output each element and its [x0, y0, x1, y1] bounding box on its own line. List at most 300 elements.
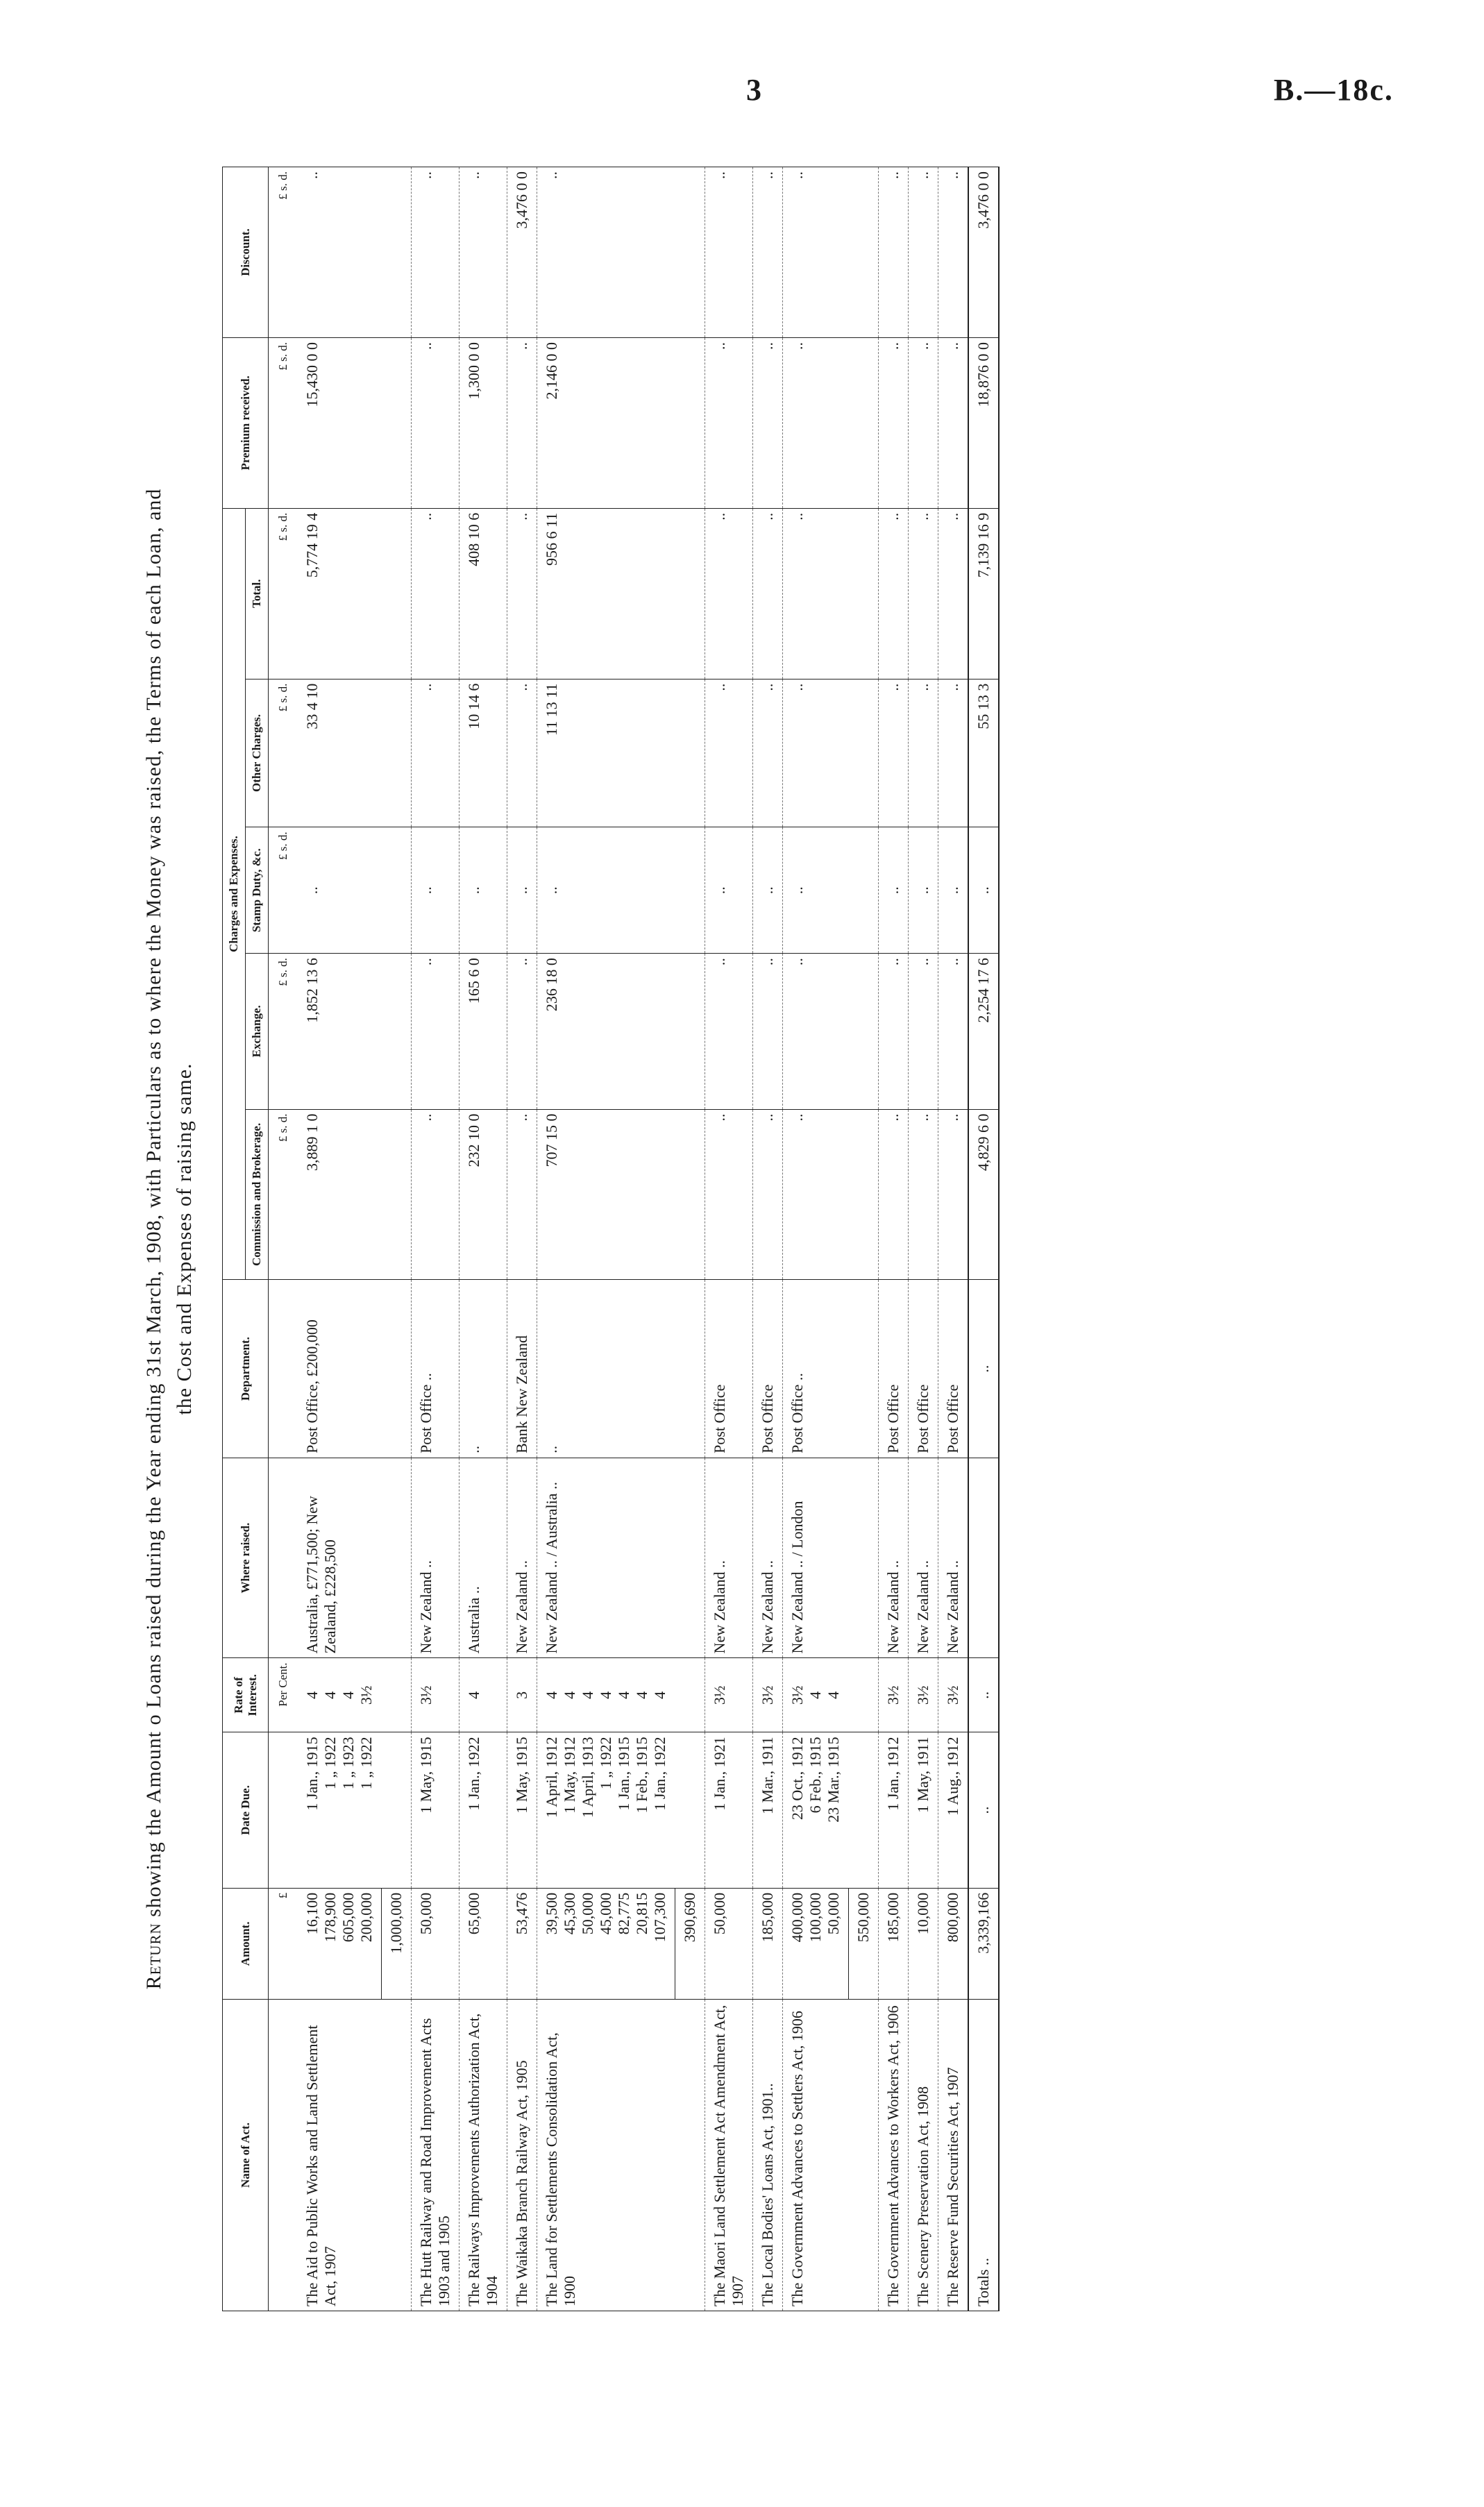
- stamp-duty-cell: ..: [705, 827, 753, 954]
- commission-cell: ..: [412, 1109, 459, 1280]
- empty-cell: [849, 1658, 879, 1732]
- rate-cell-entry: 3½: [789, 1685, 806, 1705]
- act-name: The Aid to Public Works and Land Settlement Act, 1907: [298, 2000, 382, 2311]
- amount-cell: [298, 1888, 382, 1999]
- amount-cell-entry: 107,300: [651, 1892, 668, 1943]
- amount-cell-entry: 185,000: [884, 1892, 902, 1943]
- act-name: The Railways Improvements Authorization Act, 1904: [459, 2000, 507, 2311]
- discount-cell: ..: [753, 167, 783, 338]
- stamp-duty-cell: ..: [783, 827, 849, 954]
- col-rate: Rate of Interest.: [223, 1658, 269, 1732]
- department-cell: Post Office: [879, 1280, 909, 1458]
- empty-cell: [849, 2000, 879, 2311]
- stamp-duty-cell: ..: [753, 827, 783, 954]
- exchange-cell: ..: [705, 954, 753, 1109]
- date-due-cell-entry: 1 Jan., 1915: [303, 1737, 321, 1811]
- discount-cell: 3,476 0 0: [507, 167, 537, 338]
- department-cell: ..: [537, 1280, 675, 1458]
- rate-cell-entry: 4: [825, 1691, 842, 1699]
- rate-cell-entry: 4: [651, 1691, 668, 1699]
- title-line-1: showing the Amount o Loans raised during the Year ending 31st March, 1908, with Particulars as to where the Money was raised, the Terms of each Loan, and: [142, 488, 165, 1917]
- date-due-cell-entry: 1 Aug., 1912: [944, 1737, 961, 1816]
- rate-cell: [783, 1658, 849, 1732]
- table-body: [298, 167, 999, 2311]
- empty-cell: [675, 337, 705, 508]
- rate-cell: [298, 1658, 382, 1732]
- rate-cell-entry: 4: [597, 1691, 614, 1699]
- amount-cell-entry: 50,000: [711, 1892, 728, 1935]
- empty-cell: [675, 508, 705, 679]
- unit-lsd: £ s. d.: [269, 1109, 298, 1280]
- empty-cell: [849, 1280, 879, 1458]
- total-cell: ..: [909, 508, 938, 679]
- act-name: The Government Advances to Settlers Act, 1906: [783, 2000, 849, 2311]
- unit-lsd: £ s. d.: [269, 508, 298, 679]
- where-raised-cell: New Zealand ..: [507, 1458, 537, 1658]
- total-cell: ..: [507, 508, 537, 679]
- department-cell: Post Office: [753, 1280, 783, 1458]
- col-commission: Commission and Brokerage.: [246, 1109, 269, 1280]
- premium-cell: ..: [909, 337, 938, 508]
- empty-cell: [849, 167, 879, 338]
- col-name: Name of Act.: [223, 2000, 269, 2311]
- empty-cell: [675, 1732, 705, 1888]
- rate-cell-entry: 3½: [759, 1685, 776, 1705]
- discount-cell: ..: [412, 167, 459, 338]
- stamp-duty-cell: ..: [537, 827, 675, 954]
- col-charges-group: Charges and Expenses.: [223, 508, 246, 1280]
- commission-cell: ..: [705, 1109, 753, 1280]
- stamp-duty-cell: ..: [459, 827, 507, 954]
- empty-cell: [675, 1280, 705, 1458]
- totals-amount: 3,339,166: [968, 1888, 999, 1999]
- col-premium: Premium received.: [223, 337, 269, 508]
- totals-other: 55 13 3: [968, 679, 999, 827]
- empty-cell: [675, 167, 705, 338]
- total-cell: ..: [412, 508, 459, 679]
- exchange-cell: 1,852 13 6: [298, 954, 382, 1109]
- empty-cell: [382, 1280, 412, 1458]
- act-name: The Maori Land Settlement Act Amendment Act, 1907: [705, 2000, 753, 2311]
- where-raised-cell: New Zealand ..: [879, 1458, 909, 1658]
- empty-cell: [675, 827, 705, 954]
- date-due-cell: [507, 1732, 537, 1888]
- date-due-cell-entry: 1 May, 1912: [561, 1737, 578, 1814]
- rotated-table-region: [139, 167, 1360, 2311]
- rate-cell-entry: 4: [339, 1691, 357, 1699]
- date-due-cell: [879, 1732, 909, 1888]
- department-cell: Post Office ..: [783, 1280, 849, 1458]
- totals-commission: 4,829 6 0: [968, 1109, 999, 1280]
- commission-cell: ..: [938, 1109, 969, 1280]
- empty-cell: [382, 508, 412, 679]
- where-raised-cell: New Zealand ..: [753, 1458, 783, 1658]
- amount-cell-entry: 100,000: [807, 1892, 824, 1943]
- premium-cell: ..: [783, 337, 849, 508]
- date-due-cell-entry: 1 „ 1922: [321, 1737, 339, 1790]
- date-due-cell-entry: 1 Jan., 1922: [465, 1737, 482, 1811]
- unit-lsd: £ s. d.: [269, 167, 298, 338]
- department-cell: Post Office ..: [412, 1280, 459, 1458]
- empty-cell: [675, 679, 705, 827]
- date-due-cell-entry: 1 „ 1923: [339, 1737, 357, 1790]
- rate-cell: [879, 1658, 909, 1732]
- empty-cell: [675, 954, 705, 1109]
- where-raised-cell: Australia ..: [459, 1458, 507, 1658]
- other-charges-cell: ..: [753, 679, 783, 827]
- table-row: [412, 167, 459, 2311]
- act-name: The Land for Settlements Consolidation Act, 1900: [537, 2000, 675, 2311]
- department-cell: ..: [459, 1280, 507, 1458]
- discount-cell: ..: [298, 167, 382, 338]
- rate-cell-entry: 3½: [711, 1685, 728, 1705]
- empty-cell: [382, 1109, 412, 1280]
- amount-cell-entry: 39,500: [543, 1892, 560, 1935]
- amount-cell: [938, 1888, 969, 1999]
- amount-cell-entry: 800,000: [944, 1892, 961, 1943]
- unit-pound: £: [269, 1888, 298, 1999]
- date-due-cell-entry: 1 Jan., 1922: [651, 1737, 668, 1811]
- totals-total: 7,139 16 9: [968, 508, 999, 679]
- premium-cell: ..: [507, 337, 537, 508]
- rate-cell-entry: 4: [303, 1691, 321, 1699]
- amount-cell-entry: 82,775: [615, 1892, 632, 1935]
- total-cell: ..: [753, 508, 783, 679]
- empty-cell: [675, 1109, 705, 1280]
- amount-cell: [412, 1888, 459, 1999]
- totals-department: ..: [968, 1280, 999, 1458]
- commission-cell: ..: [909, 1109, 938, 1280]
- document-code: B.—18c.: [1274, 73, 1394, 107]
- amount-cell-entry: 200,000: [357, 1892, 375, 1943]
- discount-cell: ..: [705, 167, 753, 338]
- total-cell: 956 6 11: [537, 508, 675, 679]
- page-title: [139, 167, 200, 2311]
- table-row: [705, 167, 753, 2311]
- unit-lsd: £ s. d.: [269, 337, 298, 508]
- unit-lsd: £ s. d.: [269, 954, 298, 1109]
- other-charges-cell: 33 4 10: [298, 679, 382, 827]
- rate-cell: [537, 1658, 675, 1732]
- empty-cell: [382, 679, 412, 827]
- rate-cell-entry: 3½: [884, 1685, 902, 1705]
- other-charges-cell: 11 13 11: [537, 679, 675, 827]
- department-cell: Post Office, £200,000: [298, 1280, 382, 1458]
- col-stamp: Stamp Duty, &c.: [246, 827, 269, 954]
- date-due-cell-entry: 1 Mar., 1911: [759, 1737, 776, 1814]
- date-due-cell: [459, 1732, 507, 1888]
- act-name: The Government Advances to Workers Act, 1906: [879, 2000, 909, 2311]
- exchange-cell: 165 6 0: [459, 954, 507, 1109]
- date-due-cell-entry: 1 Feb., 1915: [633, 1737, 650, 1814]
- title-line-2: the Cost and Expenses of raising same.: [173, 1063, 196, 1415]
- col-total: Total.: [246, 508, 269, 679]
- date-due-cell: [705, 1732, 753, 1888]
- empty-cell: [382, 1458, 412, 1658]
- date-due-cell-entry: 23 Mar., 1915: [825, 1737, 842, 1823]
- page-number: 3: [746, 73, 761, 107]
- table-row: [507, 167, 537, 2311]
- exchange-cell: ..: [909, 954, 938, 1109]
- col-where: Where raised.: [223, 1458, 269, 1658]
- date-due-cell-entry: 1 „ 1922: [597, 1737, 614, 1790]
- other-charges-cell: ..: [783, 679, 849, 827]
- exchange-cell: ..: [412, 954, 459, 1109]
- total-cell: ..: [938, 508, 969, 679]
- col-other: Other Charges.: [246, 679, 269, 827]
- total-cell: 5,774 19 4: [298, 508, 382, 679]
- premium-cell: ..: [938, 337, 969, 508]
- totals-discount: 3,476 0 0: [968, 167, 999, 338]
- where-raised-cell: New Zealand ..: [938, 1458, 969, 1658]
- stamp-duty-cell: ..: [412, 827, 459, 954]
- rate-cell: [909, 1658, 938, 1732]
- premium-cell: ..: [879, 337, 909, 508]
- stamp-duty-cell: ..: [909, 827, 938, 954]
- exchange-cell: ..: [507, 954, 537, 1109]
- amount-cell-entry: 65,000: [465, 1892, 482, 1935]
- totals-label: Totals ..: [968, 2000, 999, 2311]
- rate-cell: [459, 1658, 507, 1732]
- where-raised-cell: New Zealand .. / Australia ..: [537, 1458, 675, 1658]
- premium-cell: ..: [412, 337, 459, 508]
- empty-cell: [675, 2000, 705, 2311]
- date-due-cell: [938, 1732, 969, 1888]
- totals-exchange: 2,254 17 6: [968, 954, 999, 1109]
- premium-cell: 15,430 0 0: [298, 337, 382, 508]
- stamp-duty-cell: ..: [938, 827, 969, 954]
- empty-cell: [382, 1658, 412, 1732]
- totals-rate: ..: [968, 1658, 999, 1732]
- empty-cell: [849, 337, 879, 508]
- amount-cell: [705, 1888, 753, 1999]
- stamp-duty-cell: ..: [298, 827, 382, 954]
- commission-cell: ..: [879, 1109, 909, 1280]
- date-due-cell-entry: 1 Jan., 1912: [884, 1737, 902, 1811]
- stamp-duty-cell: ..: [879, 827, 909, 954]
- commission-cell: 232 10 0: [459, 1109, 507, 1280]
- rate-cell: [507, 1658, 537, 1732]
- amount-cell-entry: 20,815: [633, 1892, 650, 1935]
- table-row: [459, 167, 507, 2311]
- subtotal-amount: 390,690: [675, 1888, 705, 1999]
- rate-cell-entry: 3: [513, 1691, 530, 1699]
- date-due-cell-entry: 1 „ 1922: [357, 1737, 375, 1790]
- table-row: [753, 167, 783, 2311]
- exchange-cell: ..: [753, 954, 783, 1109]
- total-cell: ..: [705, 508, 753, 679]
- date-due-cell-entry: 1 May, 1915: [417, 1737, 435, 1814]
- empty-cell: [382, 954, 412, 1109]
- rate-cell-entry: 4: [561, 1691, 578, 1699]
- date-due-cell: [753, 1732, 783, 1888]
- premium-cell: 2,146 0 0: [537, 337, 675, 508]
- totals-where: [968, 1458, 999, 1658]
- table-row: [298, 167, 382, 2311]
- empty-cell: [382, 827, 412, 954]
- commission-cell: ..: [783, 1109, 849, 1280]
- amount-cell-entry: 50,000: [825, 1892, 842, 1935]
- empty-cell: [382, 1732, 412, 1888]
- col-amount: Amount.: [223, 1888, 269, 1999]
- col-department: Department.: [223, 1280, 269, 1458]
- other-charges-cell: 10 14 6: [459, 679, 507, 827]
- where-raised-cell: New Zealand ..: [705, 1458, 753, 1658]
- date-due-cell: [783, 1732, 849, 1888]
- amount-cell: [753, 1888, 783, 1999]
- exchange-cell: ..: [938, 954, 969, 1109]
- rate-cell-entry: 3½: [357, 1685, 375, 1705]
- amount-cell-entry: 185,000: [759, 1892, 776, 1943]
- col-exchange: Exchange.: [246, 954, 269, 1109]
- col-date-due: Date Due.: [223, 1732, 269, 1888]
- amount-cell-entry: 45,000: [597, 1892, 614, 1935]
- other-charges-cell: ..: [705, 679, 753, 827]
- total-cell: 408 10 6: [459, 508, 507, 679]
- rate-cell-entry: 4: [633, 1691, 650, 1699]
- act-name: The Local Bodies' Loans Act, 1901..: [753, 2000, 783, 2311]
- exchange-cell: 236 18 0: [537, 954, 675, 1109]
- amount-cell-entry: 10,000: [914, 1892, 931, 1935]
- stamp-duty-cell: ..: [507, 827, 537, 954]
- date-due-cell-entry: 1 May, 1915: [513, 1737, 530, 1814]
- date-due-cell-entry: 1 Jan., 1915: [615, 1737, 632, 1811]
- rate-cell: [938, 1658, 969, 1732]
- amount-cell: [537, 1888, 675, 1999]
- date-due-cell-entry: 1 April, 1912: [543, 1737, 560, 1818]
- totals-premium: 18,876 0 0: [968, 337, 999, 508]
- amount-cell-entry: 45,300: [561, 1892, 578, 1935]
- empty-cell: [849, 1732, 879, 1888]
- amount-cell: [879, 1888, 909, 1999]
- rate-cell-entry: 4: [579, 1691, 596, 1699]
- rate-cell: [705, 1658, 753, 1732]
- rate-cell-entry: 3½: [417, 1685, 435, 1705]
- other-charges-cell: ..: [879, 679, 909, 827]
- unit-per-cent: Per Cent.: [269, 1658, 298, 1732]
- date-due-cell: [298, 1732, 382, 1888]
- empty-cell: [382, 167, 412, 338]
- date-due-cell-entry: 6 Feb., 1915: [807, 1737, 824, 1814]
- col-discount: Discount.: [223, 167, 269, 338]
- rate-cell-entry: 3½: [914, 1685, 931, 1705]
- date-due-cell-entry: 1 Jan., 1921: [711, 1737, 728, 1811]
- rate-cell: [412, 1658, 459, 1732]
- empty-cell: [849, 827, 879, 954]
- exchange-cell: ..: [783, 954, 849, 1109]
- commission-cell: 3,889 1 0: [298, 1109, 382, 1280]
- date-due-cell: [412, 1732, 459, 1888]
- amount-cell: [507, 1888, 537, 1999]
- total-cell: ..: [879, 508, 909, 679]
- loans-table: [222, 167, 1000, 2311]
- other-charges-cell: ..: [412, 679, 459, 827]
- premium-cell: 1,300 0 0: [459, 337, 507, 508]
- premium-cell: ..: [705, 337, 753, 508]
- unit-lsd: £ s. d.: [269, 679, 298, 827]
- rate-cell: [753, 1658, 783, 1732]
- subtotal-row: [675, 167, 705, 2311]
- empty-cell: [675, 1658, 705, 1732]
- unit-lsd: £ s. d.: [269, 827, 298, 954]
- subtotal-amount: 1,000,000: [382, 1888, 412, 1999]
- totals-stamp: ..: [968, 827, 999, 954]
- department-cell: Post Office: [938, 1280, 969, 1458]
- subtotal-row: [849, 167, 879, 2311]
- title-lead: Return: [142, 1923, 165, 1990]
- act-name: The Reserve Fund Securities Act, 1907: [938, 2000, 969, 2311]
- act-name: The Scenery Preservation Act, 1908: [909, 2000, 938, 2311]
- empty-cell: [849, 508, 879, 679]
- act-name: The Hutt Railway and Road Improvement Acts 1903 and 1905: [412, 2000, 459, 2311]
- discount-cell: ..: [459, 167, 507, 338]
- department-cell: Post Office: [705, 1280, 753, 1458]
- amount-cell: [783, 1888, 849, 1999]
- totals-dates: ..: [968, 1732, 999, 1888]
- other-charges-cell: ..: [938, 679, 969, 827]
- date-due-cell-entry: 23 Oct., 1912: [789, 1737, 806, 1821]
- date-due-cell: [537, 1732, 675, 1888]
- commission-cell: 707 15 0: [537, 1109, 675, 1280]
- discount-cell: ..: [537, 167, 675, 338]
- subtotal-amount: 550,000: [849, 1888, 879, 1999]
- act-name: The Waikaka Branch Railway Act, 1905: [507, 2000, 537, 2311]
- empty-cell: [675, 1458, 705, 1658]
- amount-cell-entry: 53,476: [513, 1892, 530, 1935]
- rate-cell-entry: 4: [465, 1691, 482, 1699]
- rate-cell-entry: 4: [807, 1691, 824, 1699]
- empty-cell: [849, 1109, 879, 1280]
- commission-cell: ..: [507, 1109, 537, 1280]
- where-raised-cell: New Zealand .. / London: [783, 1458, 849, 1658]
- amount-cell-entry: 400,000: [789, 1892, 806, 1943]
- table-row: [938, 167, 969, 2311]
- where-raised-cell: New Zealand ..: [412, 1458, 459, 1658]
- where-raised-cell: Australia, £771,500; New Zealand, £228,500: [298, 1458, 382, 1658]
- other-charges-cell: ..: [909, 679, 938, 827]
- total-cell: ..: [783, 508, 849, 679]
- discount-cell: ..: [909, 167, 938, 338]
- empty-cell: [382, 337, 412, 508]
- amount-cell-entry: 178,900: [321, 1892, 339, 1943]
- date-due-cell-entry: 1 April, 1913: [579, 1737, 596, 1818]
- department-cell: Post Office: [909, 1280, 938, 1458]
- exchange-cell: ..: [879, 954, 909, 1109]
- amount-cell-entry: 605,000: [339, 1892, 357, 1943]
- totals-row: [968, 167, 999, 2311]
- empty-cell: [849, 679, 879, 827]
- other-charges-cell: ..: [507, 679, 537, 827]
- where-raised-cell: New Zealand ..: [909, 1458, 938, 1658]
- amount-cell-entry: 16,100: [303, 1892, 321, 1935]
- rate-cell-entry: 3½: [944, 1685, 961, 1705]
- discount-cell: ..: [879, 167, 909, 338]
- discount-cell: ..: [938, 167, 969, 338]
- empty-cell: [849, 1458, 879, 1658]
- table-row: [783, 167, 849, 2311]
- table-row: [879, 167, 909, 2311]
- empty-cell: [382, 2000, 412, 2311]
- subtotal-row: [382, 167, 412, 2311]
- amount-cell: [909, 1888, 938, 1999]
- empty-cell: [849, 954, 879, 1109]
- department-cell: Bank New Zealand: [507, 1280, 537, 1458]
- rate-cell-entry: 4: [615, 1691, 632, 1699]
- table-row: [909, 167, 938, 2311]
- rate-cell-entry: 4: [543, 1691, 560, 1699]
- rate-cell-entry: 4: [321, 1691, 339, 1699]
- amount-cell-entry: 50,000: [579, 1892, 596, 1935]
